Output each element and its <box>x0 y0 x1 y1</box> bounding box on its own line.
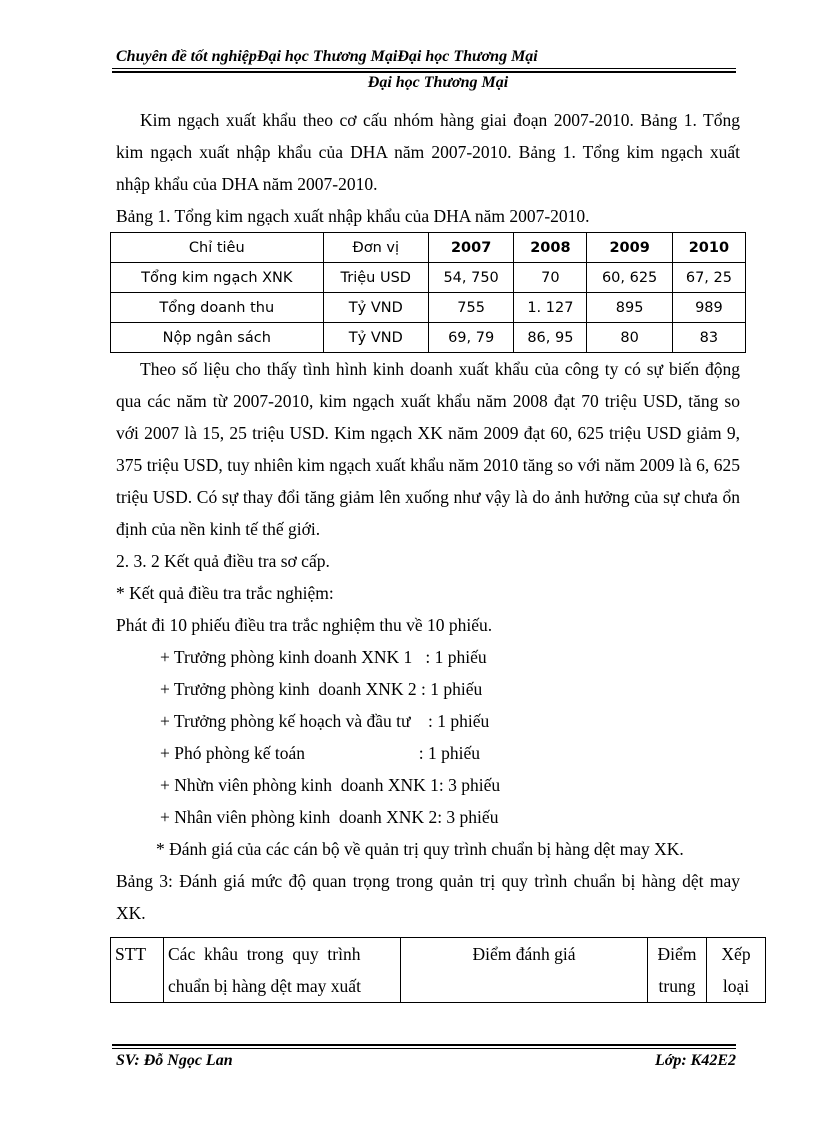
table-cell: Tổng kim ngạch XNK <box>111 263 324 293</box>
table-cell: Tổng doanh thu <box>111 293 324 323</box>
footer-rule-thick <box>112 1044 736 1046</box>
table-header-cell: Đơn vị <box>323 233 428 263</box>
table-header-cell: 2009 <box>587 233 672 263</box>
table3-caption: Bảng 3: Đánh giá mức độ quan trọng trong quản trị quy trình chuẩn bị hàng dệt may XK. <box>116 871 740 923</box>
table-cell: 755 <box>428 293 513 323</box>
list-item: + Trưởng phòng kinh doanh XNK 2 : 1 phiếu <box>160 679 483 699</box>
table-cell: 69, 79 <box>428 323 513 353</box>
footer-class: Lớp: K42E2 <box>654 1052 736 1069</box>
table-header-cell: Các khâu trong quy trình chuẩn bị hàng dệt may xuất <box>164 938 401 1003</box>
table1-caption: Bảng 1. Tổng kim ngạch xuất nhập khẩu của DHA năm 2007-2010. <box>116 206 590 226</box>
table-cell: 54, 750 <box>428 263 513 293</box>
table-cell: 895 <box>587 293 672 323</box>
analysis-paragraph: Theo số liệu cho thấy tình hình kinh doanh xuất khẩu của công ty có sự biến động qua các năm từ 2007-2010, kim ngạch xuất khẩu năm 2008 đạt 70 triệu USD, tăng so với 2007 là 15, 25 triệu USD. Kim ngạch XK năm 2009 đạt 60, 625 triệu USD giảm 9, 375 triệu USD, tuy nhiên kim ngạch xuất khẩu năm 2010 tăng so với năm 2009 là 6, 625 triệu USD. Có sự thay đổi tăng giảm lên xuống như vậy là do ảnh hưởng của sự chưa ổn định của nền kinh tế thế giới. <box>116 359 740 539</box>
table-cell: Tỷ VND <box>323 323 428 353</box>
table-header-cell: 2007 <box>428 233 513 263</box>
table-cell: 83 <box>672 323 745 353</box>
table-cell: 80 <box>587 323 672 353</box>
list-item: + Nhừn viên phòng kinh doanh XNK 1: 3 phiếu <box>160 775 501 795</box>
evaluation-heading: * Đánh giá của các cán bộ về quản trị quy trình chuẩn bị hàng dệt may XK. <box>156 839 684 859</box>
table-cell: 67, 25 <box>672 263 745 293</box>
table-export-turnover <box>110 232 746 353</box>
table-header-cell: STT <box>111 938 164 1003</box>
survey-intro: Phát đi 10 phiếu điều tra trắc nghiệm thu về 10 phiếu. <box>116 615 493 635</box>
table-row <box>111 263 746 293</box>
footer-student: SV: Đỗ Ngọc Lan <box>116 1052 233 1069</box>
table-cell: Triệu USD <box>323 263 428 293</box>
section-heading: 2. 3. 2 Kết quả điều tra sơ cấp. <box>116 551 330 571</box>
table-cell: 1. 127 <box>514 293 587 323</box>
table-header-cell: Điểm trung <box>648 938 707 1003</box>
table-cell: 60, 625 <box>587 263 672 293</box>
table-header-cell: Chỉ tiêu <box>111 233 324 263</box>
list-item: + Phó phòng kế toán : 1 phiếu <box>160 743 480 763</box>
document-body <box>115 104 751 1003</box>
table-header-row <box>111 233 746 263</box>
table-header-cell: Điểm đánh giá <box>401 938 648 1003</box>
header-rule-thick <box>112 71 736 73</box>
table-cell: 70 <box>514 263 587 293</box>
survey-title: * Kết quả điều tra trắc nghiệm: <box>116 583 334 603</box>
table-cell: Nộp ngân sách <box>111 323 324 353</box>
table-cell: 86, 95 <box>514 323 587 353</box>
list-item: + Nhân viên phòng kinh doanh XNK 2: 3 phiếu <box>160 807 499 827</box>
header-subtitle: Đại học Thương Mại <box>367 74 509 91</box>
list-item: + Trưởng phòng kế hoạch và đầu tư : 1 phiếu <box>160 711 490 731</box>
table-header-row <box>111 938 766 1003</box>
list-item: + Trưởng phòng kinh doanh XNK 1 : 1 phiếu <box>160 647 487 667</box>
table-cell: Tỷ VND <box>323 293 428 323</box>
table-header-cell: 2010 <box>672 233 745 263</box>
footer-rule <box>112 1048 736 1049</box>
table-row <box>111 323 746 353</box>
header-title: Chuyên đề tốt nghiệpĐại học Thương MạiĐại học Thương Mại <box>116 48 538 65</box>
table-cell: 989 <box>672 293 745 323</box>
table-row <box>111 293 746 323</box>
table-evaluation <box>110 937 766 1003</box>
intro-paragraph: Kim ngạch xuất khẩu theo cơ cấu nhóm hàng giai đoạn 2007-2010. Bảng 1. Tổng kim ngạch xuất nhập khẩu của DHA năm 2007-2010. Bảng 1. Tổng kim ngạch xuất nhập khẩu của DHA năm 2007-2010. <box>116 110 740 194</box>
header-rule <box>112 68 736 69</box>
table-header-cell: Xếp loại <box>707 938 766 1003</box>
footer <box>116 1052 736 1070</box>
table-header-cell: 2008 <box>514 233 587 263</box>
